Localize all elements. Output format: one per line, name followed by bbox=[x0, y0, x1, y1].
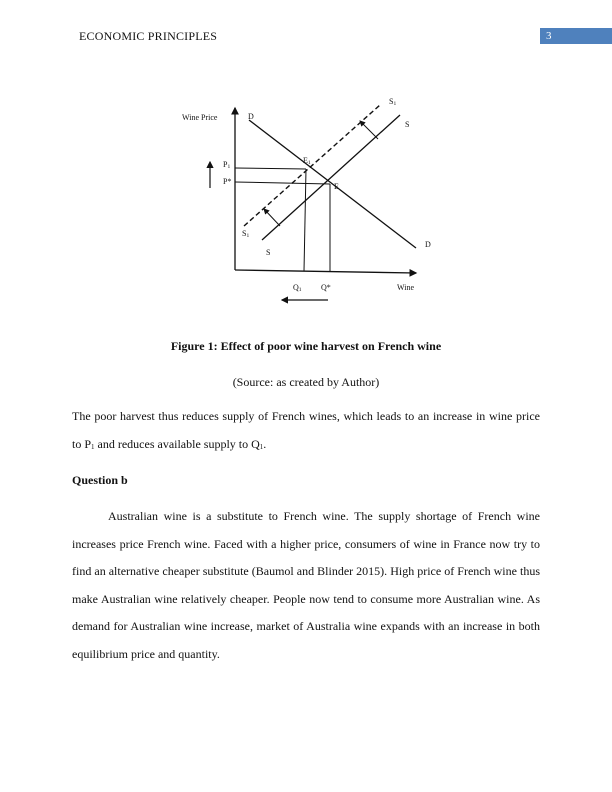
p1-label: P1 bbox=[223, 160, 231, 170]
figure-source: (Source: as created by Author) bbox=[232, 375, 380, 389]
supply-new-label-bottom: S1 bbox=[242, 229, 250, 239]
paragraph-australian-wine: Australian wine is a substitute to French wine. The supply shortage of French wine increases price French wine. Faced with a higher price, consumers of wine in France now try to find an alternative cheaper substitute (Baumol and Blinder 2015). High price of French wine thus make Australian wine relatively cheaper. People now tend to consume more Australian wine. As demand for Australian wine increase, market of Australia wine expands with an increase in both equilibrium price and quantity. bbox=[72, 509, 540, 661]
e1-label: E1 bbox=[303, 156, 311, 166]
figure-caption: Figure 1: Effect of poor wine harvest on French wine bbox=[170, 339, 442, 353]
qstar-label: Q* bbox=[321, 283, 331, 292]
supply-demand-figure bbox=[170, 90, 450, 310]
paragraph-harvest-effect: The poor harvest thus reduces supply of French wines, which leads to an increase in wine price to $P_1$ and reduces available supply to $Q_1$. bbox=[72, 409, 540, 451]
supply-curve-shifted bbox=[244, 105, 380, 226]
supply-demand-diagram bbox=[170, 90, 450, 310]
supply-original-label-top: S bbox=[405, 120, 410, 129]
x-axis-label: Wine bbox=[397, 283, 415, 292]
demand-label-bottom: D bbox=[425, 240, 431, 249]
q1-label: Q1 bbox=[293, 283, 302, 293]
page-number-badge: 3 bbox=[540, 28, 612, 44]
supply-curve-original bbox=[262, 115, 400, 240]
shift-arrow-upper bbox=[360, 121, 378, 139]
pstar-label: P* bbox=[223, 177, 232, 186]
demand-label-top: D bbox=[248, 112, 254, 121]
pstar-guide-line bbox=[235, 182, 330, 184]
q1-guide-line bbox=[304, 169, 306, 271]
y-axis-label: Wine Price bbox=[182, 113, 218, 122]
shift-arrow-lower bbox=[264, 209, 280, 226]
e-label: E bbox=[334, 182, 339, 191]
supply-original-label-bottom: S bbox=[266, 248, 271, 257]
x-axis bbox=[235, 270, 416, 273]
running-header: ECONOMIC PRINCIPLES bbox=[79, 29, 218, 43]
question-b-heading: Question b bbox=[72, 473, 128, 487]
p1-guide-line bbox=[235, 168, 306, 169]
supply-new-label-top: S1 bbox=[389, 97, 397, 107]
